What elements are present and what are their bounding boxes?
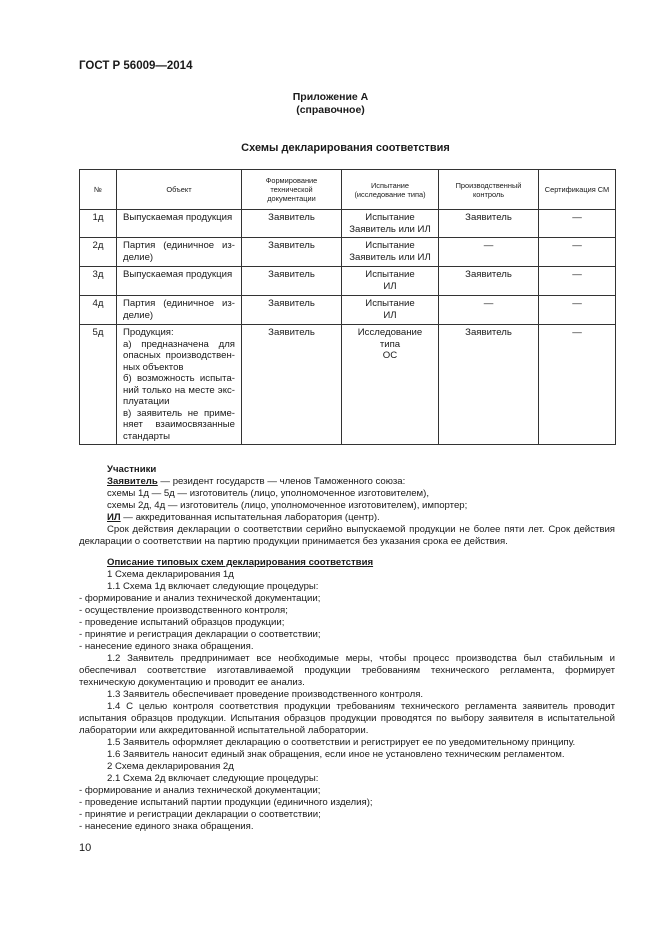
appendix-subtitle: (справочное) <box>296 104 365 116</box>
row-control: Заявитель <box>439 267 539 296</box>
participants-block <box>79 464 615 548</box>
description-line: - осуществление производственного контроля; <box>79 605 288 616</box>
table-header-row <box>80 170 616 210</box>
row-num: 5д <box>80 325 117 445</box>
row-object: Продукция: а) предназначена для опасных производствен- ных объектов б) возможность испыта- ний только на месте экс- плуатации в) заявитель не приме- няет взаимосвязанные стандарты <box>117 325 242 445</box>
participants-line: схемы 1д — 5д — изготовитель (лицо, уполномоченное изготовителем), <box>107 488 429 499</box>
description-line: - формирование и анализ технической документации; <box>79 785 321 796</box>
description-line: - проведение испытаний партии продукции (единичного изделия); <box>79 797 373 808</box>
standard-number: ГОСТ Р 56009—2014 <box>79 60 193 72</box>
appendix-title: Приложение А <box>292 91 369 103</box>
description-heading: Описание типовых схем декларирования соответствия <box>107 557 374 568</box>
table-row <box>80 325 616 445</box>
description-line: - принятие и регистрация декларации о соответствии; <box>79 629 321 640</box>
row-control: Заявитель <box>439 325 539 445</box>
row-test: Испытание Заявитель или ИЛ <box>342 238 439 267</box>
description-line: - формирование и анализ технической документации; <box>79 593 321 604</box>
row-doc: Заявитель <box>242 238 342 267</box>
validity-paragraph: Срок действия декларации о соответствии серийно выпускаемой продукции не более пяти лет. Срок действия декларации о соответствии на партию продукции принимается без указания срока ее действия. <box>79 524 615 547</box>
row-doc: Заявитель <box>242 267 342 296</box>
row-test: Испытание ИЛ <box>342 296 439 325</box>
row-control: Заявитель <box>439 210 539 238</box>
row-num: 1д <box>80 210 117 238</box>
row-object: Выпускаемая продукция <box>117 210 242 238</box>
participants-line: схемы 2д, 4д — изготовитель (лицо, уполномоченное изготовителем), импортер; <box>107 500 468 511</box>
row-cert: — <box>539 267 616 296</box>
description-line: 2 Схема декларирования 2д <box>107 761 234 772</box>
row-cert: — <box>539 238 616 267</box>
header-testing: Испытание (исследование типа) <box>342 170 439 210</box>
row-control: — <box>439 238 539 267</box>
description-line: - принятие и регистрации декларации о соответствии; <box>79 809 321 820</box>
section-heading: Схемы декларирования соответствия <box>241 142 450 154</box>
description-line: 1.5 Заявитель оформляет декларацию о соответствии и регистрирует ее по уведомительному принципу. <box>107 737 576 748</box>
description-line: 1 Схема декларирования 1д <box>107 569 234 580</box>
header-production-control: Производственный контроль <box>439 170 539 210</box>
description-line: - нанесение единого знака обращения. <box>79 821 254 832</box>
schemes-table <box>79 169 616 445</box>
header-certification: Сертификация СМ <box>539 170 616 210</box>
row-cert: — <box>539 296 616 325</box>
description-line: 2.1 Схема 2д включает следующие процедуры: <box>107 773 319 784</box>
il-definition: ИЛ — аккредитованная испытательная лаборатория (центр). <box>107 512 380 523</box>
row-doc: Заявитель <box>242 296 342 325</box>
row-object: Выпускаемая продукция <box>117 267 242 296</box>
description-line: 1.3 Заявитель обеспечивает проведение производственного контроля. <box>107 689 424 700</box>
row-object: Партия (единичное из- делие) <box>117 296 242 325</box>
table-row <box>80 238 616 267</box>
row-test: Испытание Заявитель или ИЛ <box>342 210 439 238</box>
applicant-definition: Заявитель — резидент государств — членов Таможенного союза: <box>107 476 406 487</box>
row-object: Партия (единичное из- делие) <box>117 238 242 267</box>
row-num: 3д <box>80 267 117 296</box>
description-line: 1.2 Заявитель предпринимает все необходимые меры, чтобы процесс производства был стабильным и обеспечивал соответствие изготавливаемой продукции требованиям технического регламента, формирует техническую документацию и проводит ее анализ. <box>79 653 615 688</box>
page-number: 10 <box>79 842 92 854</box>
row-cert: — <box>539 325 616 445</box>
row-doc: Заявитель <box>242 325 342 445</box>
row-cert: — <box>539 210 616 238</box>
row-doc: Заявитель <box>242 210 342 238</box>
row-control: — <box>439 296 539 325</box>
row-num: 2д <box>80 238 117 267</box>
table-row <box>80 267 616 296</box>
description-line: - проведение испытаний образцов продукции; <box>79 617 285 628</box>
header-num: № <box>80 170 117 210</box>
description-line: 1.4 С целью контроля соответствия продукции требованиям технического регламента заявитель проводит испытания образцов продукции. Испытания образцов продукции проводятся по выбору заявителя в испытательной лаборатории или аккредитованной испытательной лаборатории. <box>79 701 615 736</box>
description-block <box>79 557 615 833</box>
row-test: Испытание ИЛ <box>342 267 439 296</box>
table-row <box>80 296 616 325</box>
description-line: 1.1 Схема 1д включает следующие процедуры: <box>107 581 319 592</box>
participants-heading: Участники <box>107 464 157 475</box>
description-line: 1.6 Заявитель наносит единый знак обращения, если иное не установлено техническим регламентом. <box>107 749 565 760</box>
header-object: Объект <box>117 170 242 210</box>
header-documentation: Формирование технической документации <box>242 170 342 210</box>
row-num: 4д <box>80 296 117 325</box>
description-line: - нанесение единого знака обращения. <box>79 641 254 652</box>
row-test: Исследование типа ОС <box>342 325 439 445</box>
table-row <box>80 210 616 238</box>
